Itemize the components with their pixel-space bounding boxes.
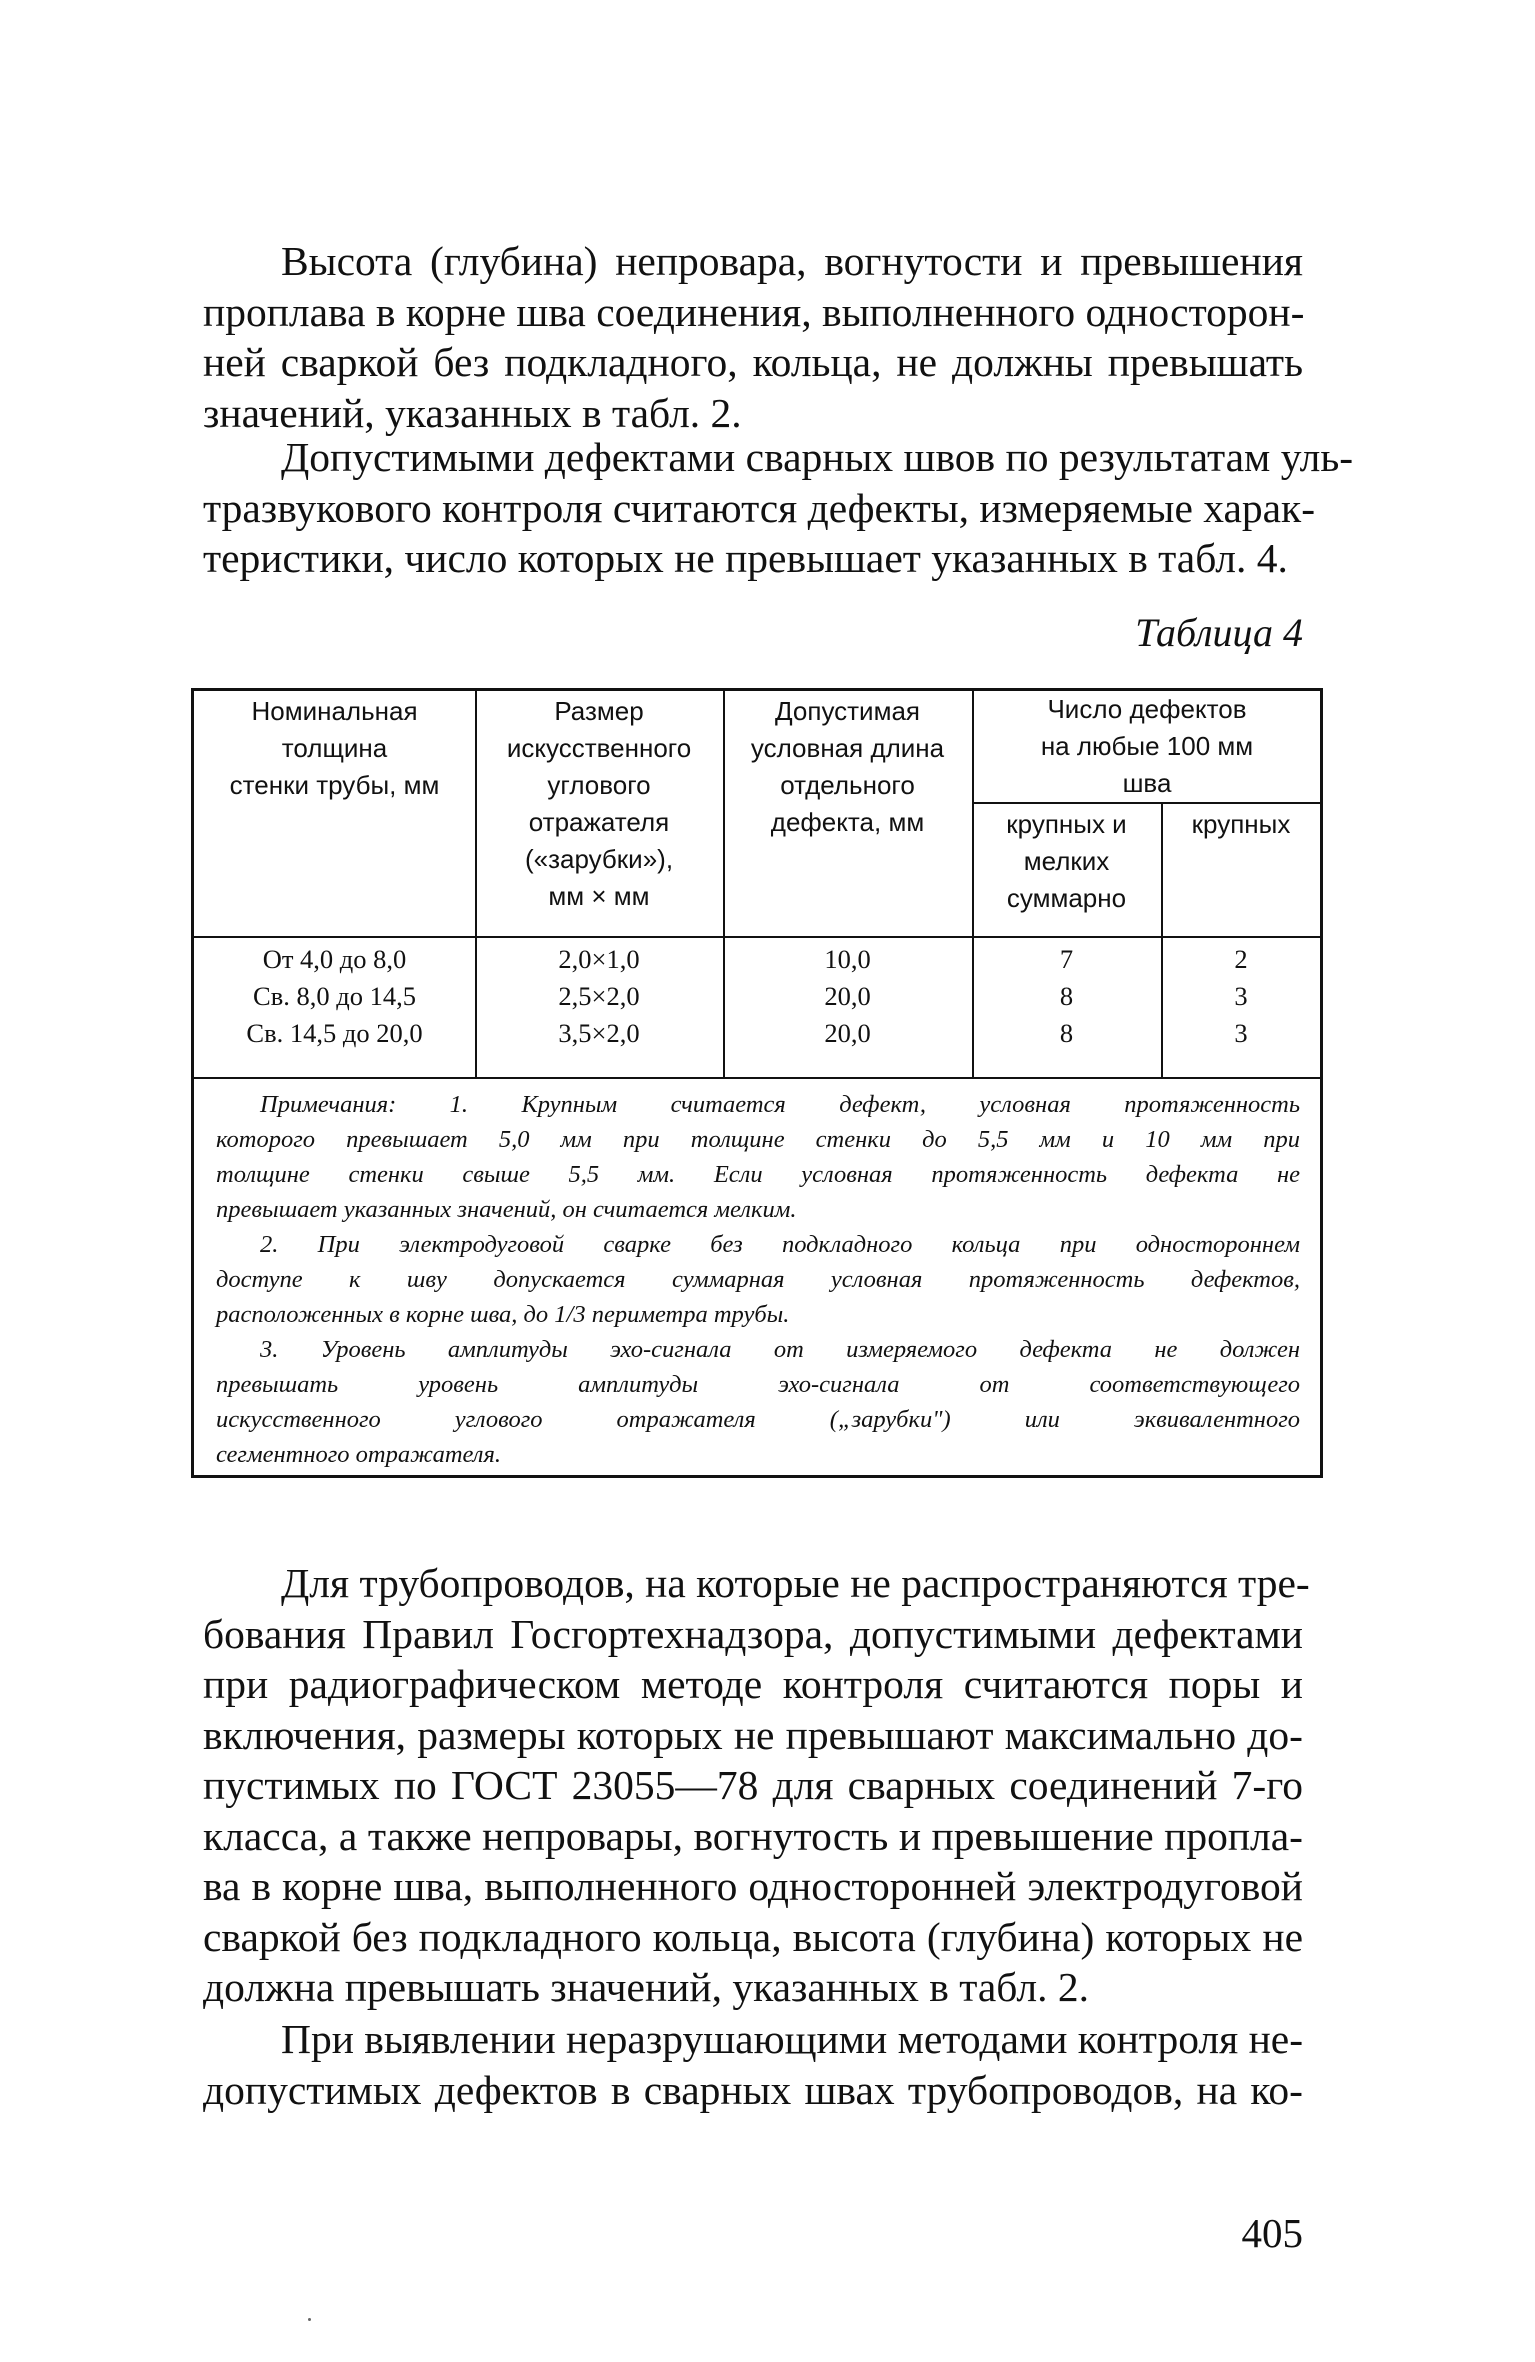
text-line: теристики, число которых не превышает указанных в табл. 4. [203,535,1288,581]
table-cell: Св. 8,0 до 14,5 [253,981,416,1011]
text-line: проплава в корне шва соединения, выполненного односторон- [203,288,1305,335]
table-cell: 2,5×2,0 [558,981,640,1011]
paragraph-4 [203,2014,1303,2115]
column-defect-length [723,941,972,1052]
text-line: класса, а также непровары, вогнутость и превышение пропла- [203,1812,1303,1859]
header-text: стенки трубы, мм [229,770,440,800]
text-line: допустимых дефектов в сварных швах трубопроводов, на ко- [203,2066,1303,2113]
header-text: суммарно [1006,883,1127,913]
header-text: отдельного [780,770,915,800]
header-text: Допустимая [775,696,920,726]
paragraph-2 [203,432,1354,584]
table-cell: Св. 14,5 до 20,0 [246,1018,423,1048]
header-text: дефекта, мм [770,807,925,837]
header-text: Номинальная [251,696,418,726]
column-large-and-small [972,941,1161,1052]
note-line: толщине стенки свыше 5,5 мм. Если условная протяженность дефекта не [216,1161,1300,1188]
scan-speck [308,2318,311,2321]
header-text: отражателя [528,807,670,837]
header-text: Размер [554,696,644,726]
column-reflector-size [475,941,723,1052]
table-divider [194,936,1320,938]
header-text: Число дефектов [1047,694,1247,724]
text-line: тразвукового контроля считаются дефекты, измеряемые харак- [203,484,1316,531]
text-line: Допустимыми дефектами сварных швов по результатам уль- [281,434,1354,480]
header-defect-length [723,693,972,841]
table-divider [194,1077,1320,1079]
note-line: 3. Уровень амплитуды эхо-сигнала от измеряемого дефекта не должен [260,1336,1300,1363]
header-reflector-size [475,693,723,915]
column-large [1161,941,1321,1052]
text-line: при радиографическом методе контроля считаются поры и [203,1661,1303,1707]
header-text: условная длина [750,733,945,763]
header-text: крупных [1191,809,1291,839]
table-cell: 8 [1059,1018,1074,1048]
table-cell: От 4,0 до 8,0 [262,944,407,974]
column-thickness [194,941,475,1052]
note-line: доступе к шву допускается суммарная условная протяженность дефектов, [216,1266,1300,1293]
table-cell: 10,0 [824,944,871,974]
text-line: При выявлении неразрушающими методами контроля не- [281,2016,1304,2062]
text-line: должна превышать значений, указанных в табл. 2. [203,1964,1089,2010]
header-large-and-small [972,806,1161,917]
text-line: сваркой без подкладного кольца, высота (глубина) которых не [203,1913,1303,1960]
table-cell: 2,0×1,0 [558,944,640,974]
table-divider [972,802,1323,804]
table-cell: 20,0 [824,981,871,1011]
header-text: толщина [281,733,388,763]
header-large [1161,806,1321,843]
note-line: 2. При электродуговой сварке без подкладного кольца при одностороннем [260,1231,1300,1258]
text-line: бования Правил Госгортехнадзора, допустимыми дефектами [203,1610,1303,1657]
note-line: сегментного отражателя. [216,1441,501,1468]
text-line: включения, размеры которых не превышают максимально до- [203,1711,1303,1758]
paragraph-3 [203,1558,1310,2013]
table-cell: 2 [1234,944,1248,974]
table-cell: 20,0 [824,1018,871,1048]
note-line: которого превышает 5,0 мм при толщине стенки до 5,5 мм и 10 мм при [216,1126,1300,1153]
header-text: на любые 100 мм [1040,731,1254,761]
header-defect-count [972,691,1322,802]
table-cell: 8 [1059,981,1074,1011]
table-caption: Таблица 4 [1135,610,1303,655]
text-line: пустимых по ГОСТ 23055—78 для сварных соединений 7-го [203,1762,1303,1808]
text-line: Высота (глубина) непровара, вогнутости и превышения [281,238,1303,284]
text-line: Для трубопроводов, на которые не распространяются тре- [281,1560,1310,1606]
note-line: искусственного углового отражателя („зарубки") или эквивалентного [216,1406,1300,1433]
table-cell: 3 [1234,981,1248,1011]
note-line: расположенных в корне шва, до 1/3 периметра трубы. [216,1301,790,1328]
page-number: 405 [1241,2210,1303,2256]
header-text: крупных и [1006,809,1127,839]
header-text: искусственного [506,733,692,763]
text-line: ва в корне шва, выполненного односторонней электродуговой [203,1863,1303,1909]
header-text: («зарубки»), [524,844,674,874]
table-cell: 3,5×2,0 [558,1018,640,1048]
table-cell: 3 [1234,1018,1248,1048]
text-line: ней сваркой без подкладного, кольца, не должны превышать [203,339,1303,385]
header-text: шва [1122,768,1172,798]
defects-table [191,688,1323,1478]
paragraph-1 [203,236,1303,438]
header-text: углового [547,770,651,800]
text-line: значений, указанных в табл. 2. [203,389,742,436]
note-line: Примечания: 1. Крупным считается дефект, условная протяженность [260,1091,1300,1118]
note-line: превышать уровень амплитуды эхо-сигнала от соответствующего [216,1371,1300,1398]
header-text: мм × мм [548,881,650,911]
header-text: мелких [1023,846,1110,876]
note-line: превышает указанных значений, он считается мелким. [216,1196,797,1223]
header-thickness [194,693,475,804]
table-cell: 7 [1059,944,1074,974]
table-notes [216,1087,1300,1472]
